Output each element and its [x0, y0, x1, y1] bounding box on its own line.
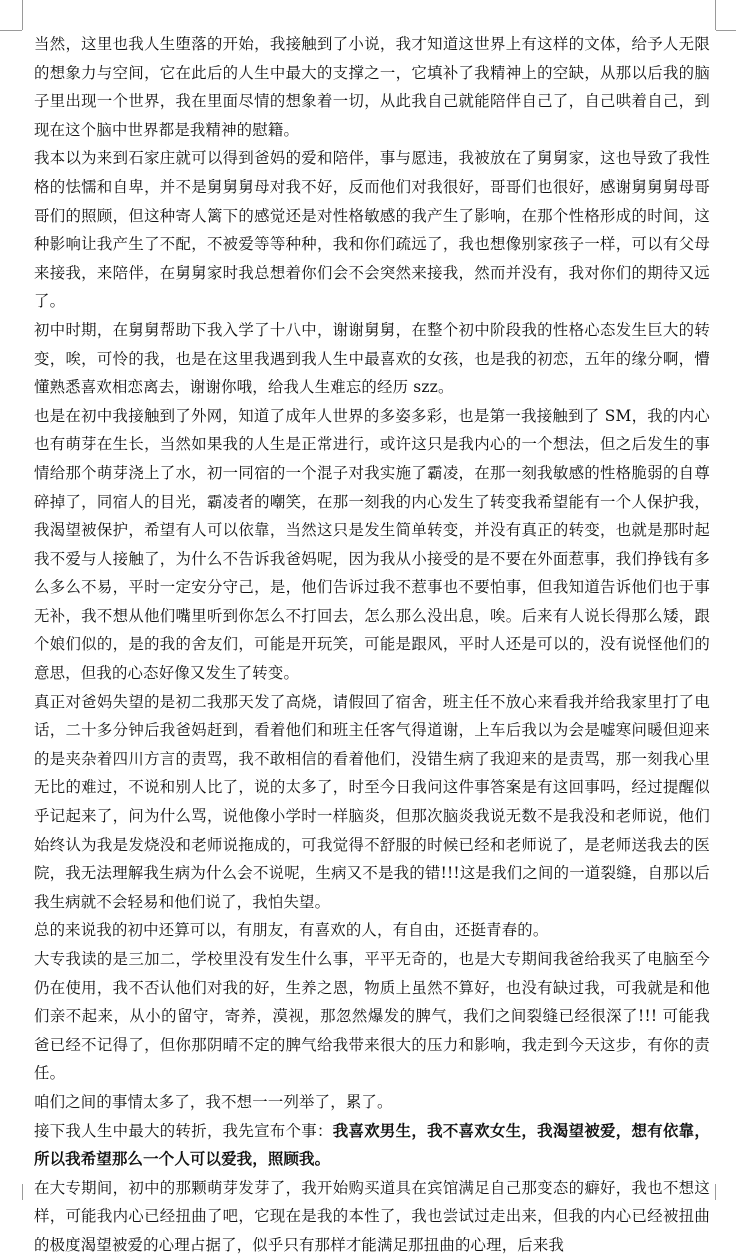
- paragraph-6: 总的来说我的初中还算可以，有朋友，有喜欢的人，有自由，还挺青春的。: [34, 921, 549, 940]
- paragraph-1: 当然，这里也我人生堕落的开始，我接触到了小说，我才知道这世界上有这样的文体，给予人无限的想象力与空间，它在此后的人生中最大的支撑之一，它填补了我精神上的空缺，从那以后我的脑子里出现一个世界，我在里面尽情的想象着一切，从此我自己就能陪伴自己了，自己哄着自己，到现在这个脑中世界都是我精神的慰籍。: [34, 35, 710, 139]
- crop-mark-top-left-horizontal: [0, 30, 22, 31]
- paragraph-3: 初中时期，在舅舅帮助下我入学了十八中，谢谢舅舅，在整个初中阶段我的性格心态发生巨大的转变，唉，可怜的我，也是在这里我遇到我人生中最喜欢的女孩，也是我的初恋，五年的缘分啊，懵懂熟悉喜欢相恋离去，谢谢你哦，给我人生难忘的经历 szz。: [34, 320, 710, 397]
- paragraph-4: 也是在初中我接触到了外网，知道了成年人世界的多姿多彩，也是第一我接触到了 SM，我的内心也有萌芽在生长，当然如果我的人生是正常进行，或许这只是我内心的一个想法，但之后发生的事情给那个萌芽浇上了水，初一同宿的一个混子对我实施了霸凌，在那一刻我敏感的性格脆弱的自尊碎掉了，同宿人的目光，霸凌者的嘲笑，在那一刻我的内心发生了转变我希望能有一个人保护我，我渴望被保护，希望有人可以依靠，当然这只是发生简单转变，并没有真正的转变，也就是那时起我不爱与人接触了，为什么不告诉我爸妈呢，因为我从小接受的是不要在外面惹事，我们挣钱有多么多么不易，平时一定安分守己，是，他们告诉过我不惹事也不要怕事，但我知道告诉他们也于事无补，我不想从他们嘴里听到你怎么不打回去，怎么那么没出息，唉。后来有人说长得那么矮，跟个娘们似的，是的我的舍友们，可能是开玩笑，可能是跟风，平时人还是可以的，没有说怪他们的意思，但我的心态好像又发生了转变。: [34, 406, 710, 683]
- crop-mark-bottom-right-vertical: [715, 1184, 716, 1200]
- crop-mark-bottom-left-vertical: [22, 1184, 23, 1200]
- paragraph-7: 大专我读的是三加二，学校里没有发生什么事，平平无奇的，也是大专期间我爸给我买了电脑至今仍在使用，我不否认他们对我的好，生养之恩，物质上虽然不算好，也没有缺过我，可我就是和他们亲不起来，从小的留守，寄养，漠视，那忽然爆发的脾气，我们之间裂缝已经很深了!!! 可能我爸已经不记得了，但你那阴晴不定的脾气给我带来很大的压力和影响，我走到今天这步，有你的责任。: [34, 950, 710, 1083]
- document-body: [34, 30, 710, 1260]
- crop-mark-top-left-vertical: [22, 0, 23, 30]
- crop-mark-top-right-vertical: [715, 0, 716, 30]
- paragraph-10: 在大专期间，初中的那颗萌芽发芽了，我开始购买道具在宾馆满足自己那变态的癖好，我也不想这样，可能我内心已经扭曲了吧，它现在是我的本性了，我也尝试过走出来，但我的内心已经被扭曲的极度渴望被爱的心理占据了，似乎只有那样才能满足那扭曲的心理，后来我: [34, 1178, 710, 1254]
- crop-mark-top-right-horizontal: [716, 30, 736, 31]
- paragraph-9: [34, 1117, 710, 1174]
- paragraph-9-bold-statement: 我喜欢男生，我不喜欢女生，我渴望被爱，想有依靠，所以我希望那么一个人可以爱我，照顾我。: [34, 1121, 710, 1169]
- paragraph-9-intro: 接下我人生中最大的转折，我先宣布个事：: [34, 1121, 333, 1140]
- paragraph-2: 我本以为来到石家庄就可以得到爸妈的爱和陪伴，事与愿违，我被放在了舅舅家，这也导致了我性格的怯懦和自卑，并不是舅舅舅母对我不好，反而他们对我很好，哥哥们也很好，感谢舅舅舅母哥哥们的照顾，但这种寄人篱下的感觉还是对性格敏感的我产生了影响，在那个性格形成的时间，这种影响让我产生了不配，不被爱等等种种，我和你们疏远了，我也想像别家孩子一样，可以有父母来接我，来陪伴，在舅舅家时我总想着你们会不会突然来接我，然而并没有，我对你们的期待又远了。: [34, 149, 710, 311]
- paragraph-5: 真正对爸妈失望的是初二我那天发了高烧，请假回了宿舍，班主任不放心来看我并给我家里打了电话，二十多分钟后我爸妈赶到，看着他们和班主任客气得道谢，上车后我以为会是嘘寒问暖但迎来的是夹杂着四川方言的责骂，我不敢相信的看着他们，没错生病了我迎来的是责骂，那一刻我心里无比的难过，不说和别人比了，说的太多了，时至今日我问这件事答案是有这回事吗，经过提醒似乎记起来了，问为什么骂，说他像小学时一样脑炎，但那次脑炎我说无数不是我没和老师说，他们始终认为我是发烧没和老师说拖成的，可我觉得不舒服的时候已经和老师说了，是老师送我去的医院，我无法理解我生病为什么会不说呢，生病又不是我的错!!!这是我们之间的一道裂缝，自那以后我生病就不会轻易和他们说了，我怕失望。: [34, 692, 710, 911]
- paragraph-8: 咱们之间的事情太多了，我不想一一列举了，累了。: [34, 1092, 393, 1111]
